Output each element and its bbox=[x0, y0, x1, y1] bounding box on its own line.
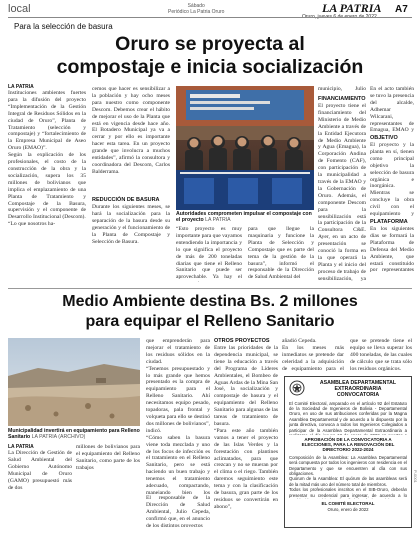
article2-caption-text: Municipalidad invertirá en equipamiento para Relleno Sanitario bbox=[8, 428, 140, 440]
article1-col4-subhead: FINANCIAMIENTO bbox=[318, 96, 366, 102]
article1-col3 bbox=[176, 226, 242, 282]
article2-col1b bbox=[76, 444, 140, 530]
article2-col4 bbox=[282, 338, 344, 372]
article1-col3-text: “Esto proyecto es muy importante para que vayamos entendiendo la importancia y lo que significa el proyecto de más de 200 toneladas diarias que tiene el Relleno Sanitario que puede ser aprovechable. Ya hay el bbox=[176, 226, 242, 281]
article1-col1-text: Instituciones ambientes fuertes para la difusión del proyecto “Implementación de la Gestión Integral de Residuos Sólidos en la ciudad de Oruro”, Planta de Tratamiento (selección y compostaje) y “fortalecimiento de la Empresa Municipal de Aseo Oruro (EMAO)”. Según la explicación de los profesionales, el costo de la construcción de la obra y la socialización, supera los 35 millones de bolivianos que implica el emplazamiento de una Planta de Tratamiento y Compostaje de la Basura, supervisión y el componente de Desarrollo Institucional (Descom). “Lo que nosotros ha- bbox=[8, 90, 86, 228]
convocatoria-ad bbox=[284, 376, 412, 528]
article1-col5-subhead2: PLATAFORMA bbox=[370, 219, 408, 225]
article2-photo-caption bbox=[8, 428, 142, 440]
article2-col1-text: La Dirección de Gestión de Salud Ambiental del Gobierno Autónomo Municipal de Oruro (GAMO) presupuestó más de dos bbox=[8, 450, 72, 491]
article1-col4-text-b: El proyecto tiene el financiamiento del Ministerio de Medio Ambiente a través de la Entidad Ejecutora de Medio Ambiente y Agua (Emagua), la Corporación Andina de Fomento (CAF), con participación de la municipalidad a través de la EMAO y la Gobernación de Oruro. Además, el componente Descom para la sensibilización está la participación de la Consultora C&E. Ayer, en un acto de presentación se conoció la forma en la que operará la Planta y el inicio del proceso de trabajo de sensibilización, ya bbox=[318, 103, 366, 282]
article1-headline-line2: compostaje e inicia socialización bbox=[56, 56, 364, 78]
article1-headline-line1: Oruro se proyecta al bbox=[115, 33, 305, 55]
ad-header bbox=[289, 380, 407, 399]
article1-photo-credit: LA PATRIA bbox=[205, 217, 231, 223]
ad-signature: EL COMITÉ ELECTORAL bbox=[321, 500, 375, 506]
article2-photo bbox=[8, 338, 140, 426]
article2-col1b-text: millones de bolivianos para el equipamiento del Relleno Sanitario, como parte de los trabajos bbox=[76, 444, 140, 471]
article1-col5-text-b: El proyecto y la planta en sí, tienen como principal objetivo la selección de basura orgánica e inorgánica. Mientras se concluye la obra civil con el equipamiento y bbox=[370, 142, 414, 218]
header-mid-line2: Periódico La Patria Oruro bbox=[168, 9, 225, 15]
ad-body2: Composición de la Asamblea: La Asamblea Departamental será compuesta por todos los ingenieros con residencia en el Departamento y que se encuentren al día con sus obligaciones. Quórum de la Asamblea: El quórum de las asambleas será de la mitad más uno del número total de miembros. Todos los profesionales inscritos en el SIB-Oruro, deberán presentar su credencial para ingresar, de acuerdo a lo bbox=[289, 454, 407, 498]
article1-photo-caption bbox=[176, 211, 316, 223]
article1-caption-text: Autoridades comprometen impulsar el compostaje con el proyecto bbox=[176, 211, 312, 223]
article-separator bbox=[8, 288, 412, 289]
article2-col2-text: que emprenderán para mejorar el tratamiento de los residuos sólidos en la ciudad. “Tenemos presupuestado y lo más grande que hemos presentado es la compra de equipamiento para el Relleno Sanitario. Ahí necesitamos equipo pesado, topadoras, pala frontal y volqueta para ello se destinó dos millones de bolivianos”, indicó. “Cómo saben la basura viene toda mezclada y uno de los focos de infección es el tratamiento en el Relleno Sanitario, pero se está haciendo un buen trabajo y tenemos el tratamiento adecuado, compactando, manejando bien los bbox=[146, 338, 210, 494]
article2-headline-line2: para equipar el Relleno Sanitario bbox=[85, 313, 335, 330]
article1-col2 bbox=[92, 86, 170, 276]
article1-col2-text-b: Durante los siguientes meses, se hará la socialización para la separación de la basura desde su generación y el funcionamiento de la Planta de Compostaje y Selección de Basura. bbox=[92, 204, 170, 245]
article2-col5-text: que se pretende tiene el equipo se lleva superar los 400 toneladas, de las cuales de cálculo que se trata sólo los residuos orgánicos. bbox=[350, 338, 412, 372]
ad-body1: El Comité Electoral, amparado en el artículo 92 del Estatuto de la Sociedad de Ingenieros de Bolivia - Departamental Oruro, en uso de sus atribuciones conferidas por la Magna Asamblea Departamental y de acuerdo a lo dispuesto por la junta directiva, convoca a todos los Ingenieros Colegiados a participar de la Asamblea Departamental Extraordinaria a bbox=[289, 400, 407, 433]
article1-col5-subhead1: OBJETIVO bbox=[370, 135, 398, 141]
ad-subtitle: APROBACIÓN DE LA CONVOCATORIA A ELECCIONES, PARA LA RENOVACIÓN DEL DIRECTORIO 2022-2024 bbox=[301, 436, 395, 453]
ad-title1: ASAMBLEA DEPARTAMENTAL bbox=[319, 380, 397, 386]
ad-sign-date: Oruro, enero de 2022 bbox=[327, 507, 369, 513]
page-number: A7 bbox=[395, 4, 408, 15]
header-mid-text bbox=[168, 3, 224, 15]
article2-byline: LA PATRIA bbox=[8, 444, 34, 450]
article1-kicker: Para la selección de basura bbox=[14, 22, 113, 31]
article1-col3b-text: para que llegue la maquinaria y funcione la Planta de Selección y Compostaje que es parte del tema de la gestión de la basura”, informó el responsable de la Dirección de Salud Ambiental del bbox=[248, 226, 314, 281]
press-conference-photo bbox=[176, 86, 314, 210]
header-mid-line1: Sábado bbox=[187, 3, 205, 9]
article2-col2 bbox=[146, 338, 210, 527]
masthead: LA PATRIA bbox=[322, 1, 382, 15]
article1-col1 bbox=[8, 84, 86, 283]
article1-col4-text-a: municipio, Julio bbox=[318, 86, 366, 92]
article1-col5-text-c: En los siguientes días se formará la Plataforma de Defensa del Medio Ambiente, que estará constituido por representantes bbox=[370, 226, 414, 274]
ad-title3: CONVOCATORIA bbox=[336, 392, 380, 399]
article2-col3-text: Entre las prioridades de la dependencia municipal, se tiene la educación a través del Programa de Líderes Ambientales, el Bombeo de Aguas Ardas de la Mina San José, la socialización y compostaje de basura y el equipamiento del Relleno Sanitario para algunas de las tareas de tratamiento de basura. “Para este año también vamos a tener el proyecto de las Islas Verdes y la forestación con plantines aclimatados, para que crezcan y no se mueran por el clima o el riego. También daremos seguimiento este tema y con la clasificación de basura, gran parte de los residuos se convertirán en abono”, bbox=[214, 345, 278, 510]
ad-title2: EXTRAORDINARIA bbox=[334, 386, 382, 393]
article1-col2-subhead: REDUCCIÓN DE BASURA bbox=[92, 197, 160, 203]
article2-col2-text-b: El responsable de la Dirección de Salud Ambiental, Julio Cepeda, confirmó que, en el anuncio de los distintos proyectos bbox=[146, 495, 210, 527]
article1-col5 bbox=[370, 86, 414, 274]
article2-col1 bbox=[8, 444, 72, 530]
article2-col3 bbox=[214, 338, 278, 531]
article2-photo-credit: LA PATRIA (ARCHIVO) bbox=[31, 434, 86, 440]
article1-photo bbox=[176, 86, 314, 210]
article2-headline-line1: Medio Ambiente destina Bs. 2 millones bbox=[62, 293, 358, 310]
article1-col4 bbox=[318, 86, 366, 283]
ad-side-tag: P-0001 bbox=[413, 470, 418, 483]
landfill-photo bbox=[8, 338, 140, 426]
seal-icon bbox=[289, 380, 305, 396]
article2-col5 bbox=[350, 338, 412, 372]
header-rule bbox=[8, 17, 412, 18]
article2-col4-text: añadió Cepeda. En los meses más inmediatos se pretende dar celeridad a la adquisición de equipamiento para el bbox=[282, 338, 344, 372]
article1-byline: LA PATRIA bbox=[8, 84, 34, 90]
article1-col2-text-a: cemos que hacer es sensibilizar a la población y hay ocho meses para nuestro como componente Descom. Debemos crear el hábito de mejorar el uso de la Planta que está en vigencia desde hace año. El Botadero Municipal ya va a cerrar y por ello es importante hacer esta tarea. En un proyecto grande que involucra a muchos entidades”, afirmó la consultora y coordinadora del Descom, Carlos Balderrama. bbox=[92, 86, 170, 175]
section-label: local bbox=[8, 3, 31, 15]
article1-col5-text-a: En el acto también se tuvo la presencia del alcalde, Adhemar Wilcarani, representantes de Emagua, EMAO y bbox=[370, 86, 414, 134]
article2-col3-subhead: OTROS PROYECTOS bbox=[214, 338, 270, 344]
article1-col3b bbox=[248, 226, 314, 282]
